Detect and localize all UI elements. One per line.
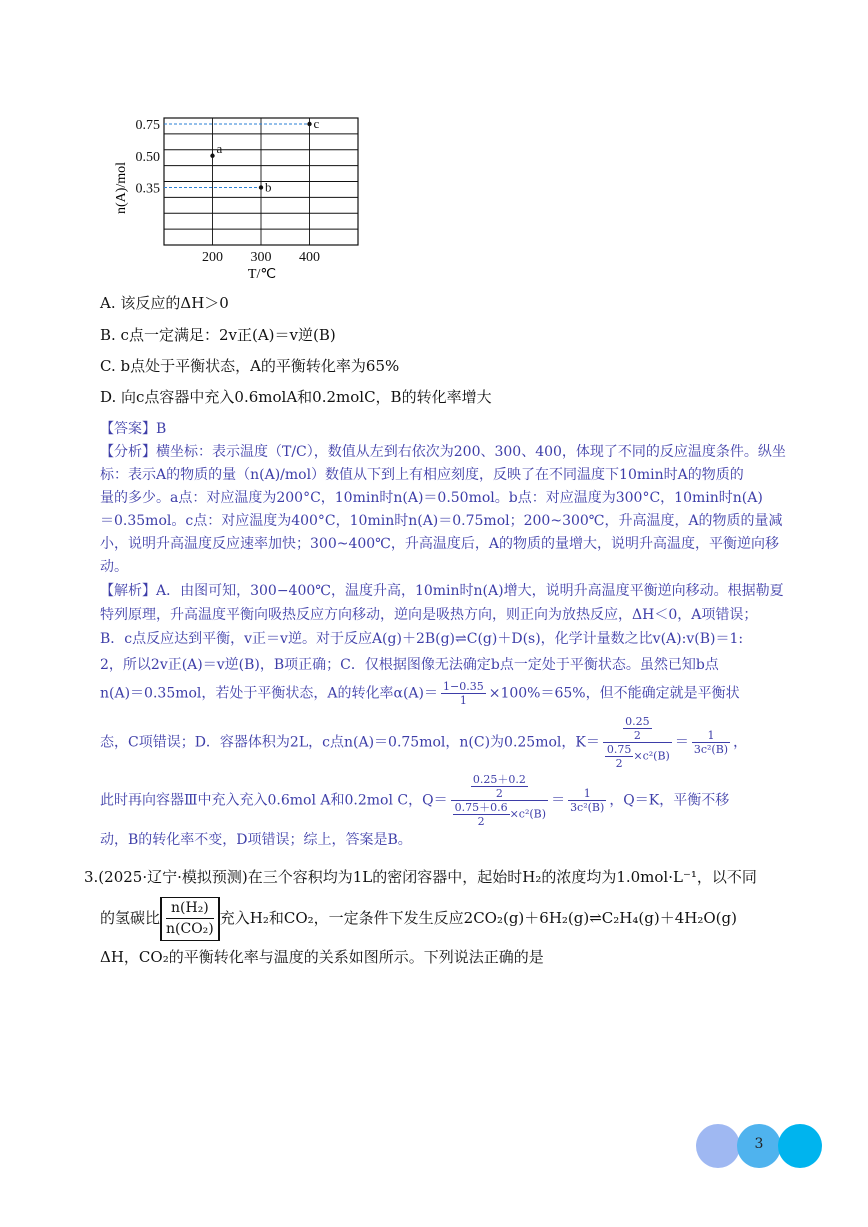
footer-circle: [778, 1124, 822, 1168]
k-denominator: [603, 743, 672, 770]
x-tick-label: 400: [299, 250, 320, 265]
explanation-line: B．c点反应达到平衡，v正＝v逆。对于反应A(g)＋2B(g)⇌C(g)＋D(s)，化学计量数之比v(A):v(B)＝1:: [100, 631, 744, 647]
x-tick-label: 300: [250, 250, 272, 265]
explanation-line-k: [100, 715, 747, 770]
explanation-line: 特列原理，升高温度平衡向吸热反应方向移动，逆向是吸热方向，则正向为放热反应，ΔH＜0，A项错误；: [100, 607, 758, 623]
data-point-b: [259, 185, 263, 189]
option-a: A. 该反应的ΔH＞0: [100, 294, 229, 312]
point-label-b: b: [265, 179, 272, 195]
question-3-line1: 3.(2025·辽宁·模拟预测)在三个容积均为1L的密闭容器中，起始时H₂的浓度均为1.0mol·L⁻¹，以不同: [84, 868, 757, 886]
sub-denominator: 2: [477, 815, 485, 828]
text-fragment: ×100%＝65%，但不能确定就是平衡状: [488, 685, 740, 702]
fraction: [692, 729, 730, 756]
ratio-numerator: n(H₂): [166, 898, 214, 919]
text-fragment: ×c²(B): [633, 749, 670, 763]
fraction: [441, 680, 486, 707]
point-label-a: a: [216, 140, 223, 156]
y-axis-label: n(A)/mol: [114, 161, 129, 215]
option-b: B. c点一定满足：2v正(A)＝v逆(B): [100, 326, 336, 344]
chart-grid: [164, 118, 358, 245]
fraction-denominator: 1: [459, 694, 467, 707]
sub-numerator: 0.25: [625, 715, 650, 728]
n-vs-temperature-chart: [100, 108, 380, 288]
point-label-c: c: [313, 116, 320, 131]
analysis-line: 标：表示A的物质的量（n(A)/mol）数值从下到上有相应刻度，反映了在不同温度下10min时A的物质的: [100, 467, 744, 483]
sub-denominator: 2: [615, 757, 623, 770]
fraction-numerator: 1: [692, 729, 730, 743]
k-fraction: [603, 715, 672, 770]
sub-numerator: 0.75＋0.6: [454, 801, 508, 814]
analysis-line: 量的多少。a点：对应温度为200°C，10min时n(A)＝0.50mol。b点：对应温度为300°C，10min时n(A): [100, 490, 763, 506]
data-point-c: [307, 122, 311, 126]
option-c: C. b点处于平衡状态，A的平衡转化率为65%: [100, 357, 400, 375]
chart-ticks: [136, 118, 321, 265]
fraction-denominator: 3c²(B): [570, 801, 605, 814]
text-fragment: n(A)＝0.35mol，若处于平衡状态，A的转化率α(A)＝: [100, 685, 439, 702]
text-fragment: ，: [733, 734, 748, 751]
ratio-denominator: n(CO₂): [166, 921, 214, 937]
sub-denominator: 2: [495, 787, 503, 800]
explanation-line: 【解析】A．由图可知，300−400℃，温度升高，10min时n(A)增大，说明升高温度平衡逆向移动。根据勒夏: [100, 583, 784, 599]
answer-label: 【答案】B: [100, 421, 167, 437]
data-point-a: [210, 154, 214, 158]
text-fragment: ＝: [674, 734, 689, 751]
sub-denominator: 2: [633, 729, 641, 742]
y-tick-label: 0.75: [135, 118, 160, 133]
chart-points: [210, 116, 319, 195]
sub-numerator: 0.75: [606, 743, 632, 756]
explanation-line-q: [100, 773, 729, 828]
x-axis-label: T/℃: [247, 267, 277, 282]
question-3-line2: [100, 897, 737, 941]
text-fragment: 此时再向容器Ⅲ中充入充入0.6mol A和0.2mol C，Q＝: [100, 792, 448, 809]
explanation-line-conversion: [100, 680, 740, 707]
question-3-line3: ΔH，CO₂的平衡转化率与温度的关系如图所示。下列说法正确的是: [100, 948, 544, 966]
explanation-line: 动，B的转化率不变，D项错误；综上，答案是B。: [100, 832, 412, 848]
option-d: D. 向c点容器中充入0.6molA和0.2molC，B的转化率增大: [100, 388, 492, 406]
fraction-numerator: 1: [568, 787, 606, 801]
q-denominator: [451, 801, 548, 828]
text-fragment: ，Q＝K，平衡不移: [609, 792, 730, 809]
x-tick-label: 200: [202, 250, 223, 265]
text-fragment: 充入H₂和CO₂，一定条件下发生反应2CO₂(g)＋6H₂(g)⇌C₂H₄(g)＋4H₂O(g): [219, 909, 737, 927]
text-fragment: 的氢碳比: [100, 909, 161, 927]
q-fraction: [451, 773, 548, 828]
sub-numerator: 0.25＋0.2: [472, 773, 526, 786]
q-numerator: [451, 773, 548, 801]
analysis-line: ＝0.35mol。c点：对应温度为400°C，10min时n(A)＝0.75mol；200~300℃，升高温度，A的物质的量减: [100, 513, 783, 529]
y-tick-label: 0.50: [135, 149, 160, 165]
footer-circle: [696, 1124, 740, 1168]
ratio-bracket: [160, 897, 220, 941]
text-fragment: ＝: [551, 792, 566, 809]
y-tick-label: 0.35: [135, 181, 160, 197]
fraction-denominator: 3c²(B): [693, 743, 729, 756]
page-footer: [696, 1124, 822, 1168]
k-numerator: [603, 715, 672, 743]
fraction: [568, 787, 606, 814]
analysis-line: 小，说明升高温度反应速率加快；300~400℃，升高温度后，A的物质的量增大，说明升高温度，平衡逆向移: [100, 536, 779, 552]
text-fragment: ×c²(B): [509, 807, 547, 821]
explanation-line: 2，所以2v正(A)＝v逆(B)，B项正确；C．仅根据图像无法确定b点一定处于平衡状态。虽然已知b点: [100, 657, 719, 673]
page-number: 3: [754, 1136, 764, 1152]
analysis-line: 动。: [100, 559, 128, 575]
analysis-line: 【分析】横坐标：表示温度（T/C），数值从左到右依次为200、300、400，体现了不同的反应温度条件。纵坐: [100, 444, 786, 460]
text-fragment: 态，C项错误；D．容器体积为2L，c点n(A)＝0.75mol，n(C)为0.25mol，K＝: [100, 734, 600, 751]
footer-circle: [737, 1124, 781, 1168]
fraction-numerator: 1−0.35: [443, 680, 484, 693]
